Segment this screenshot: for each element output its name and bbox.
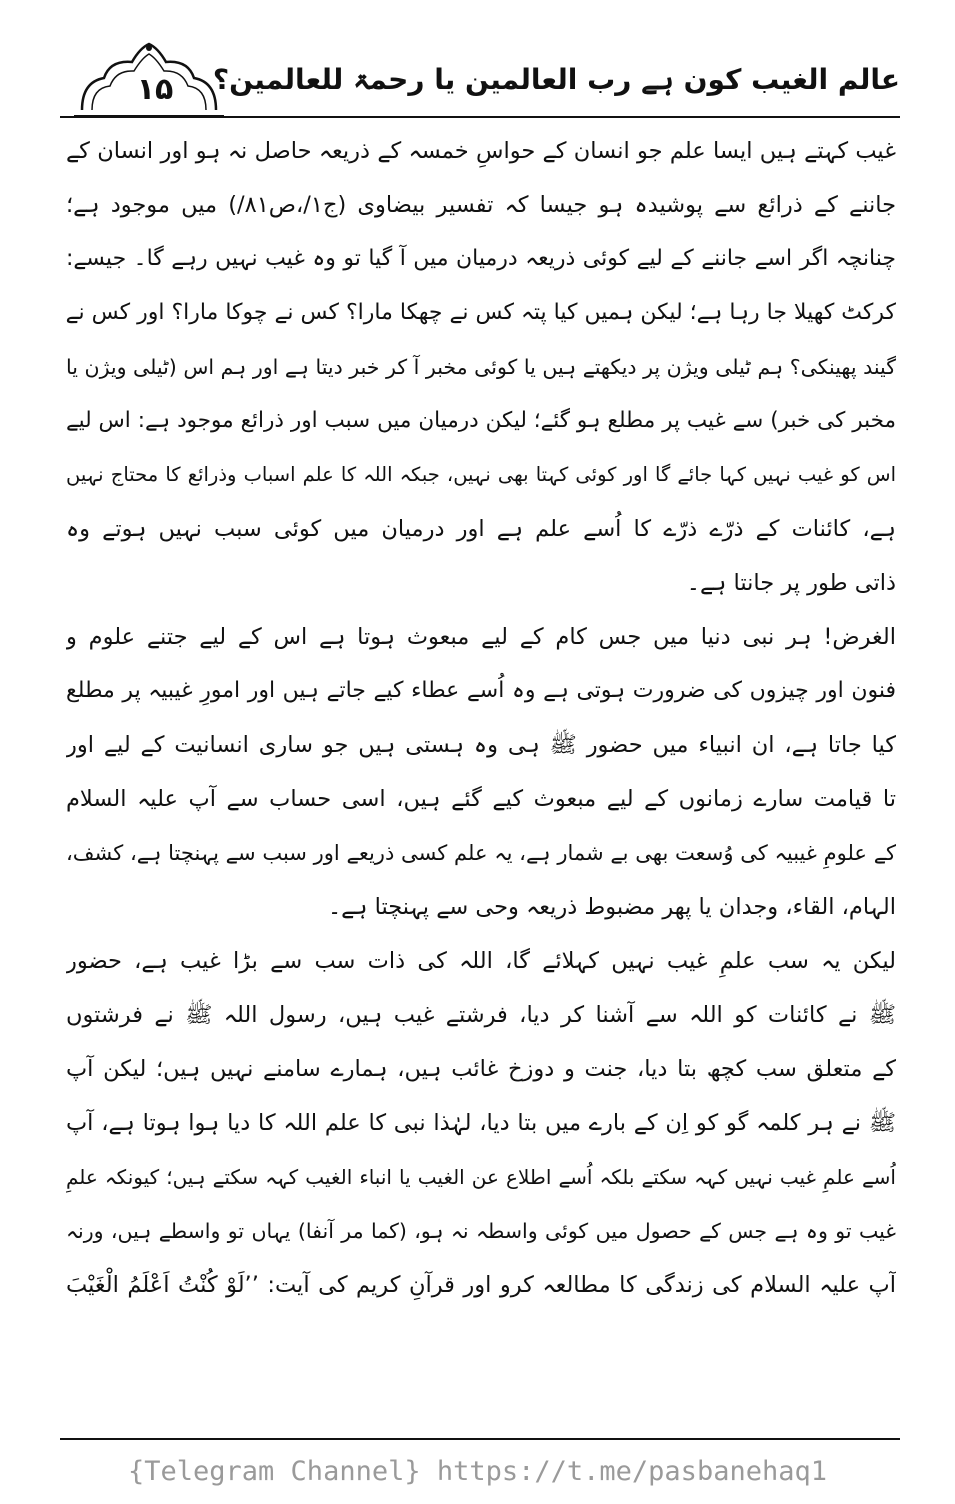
page-header: [60, 36, 900, 120]
text-line: ذاتی طور پر جانتا ہے۔: [686, 570, 896, 596]
text-line: لیکن یہ سب علمِ غیب نہیں کہلائے گا، اللہ کی ذات سب سے بڑا غیب ہے، حضور: [66, 948, 896, 974]
text-line: اُسے علمِ غیب نہیں کہہ سکتے بلکہ اُسے اطلاع عن الغیب یا انباء الغیب کہہ سکتے ہیں؛ کیونکہ علمِ: [66, 1165, 896, 1189]
text-line: تا قیامت سارے زمانوں کے لیے مبعوث کیے گئے ہیں، اسی حساب سے آپ علیہ السلام: [66, 786, 896, 812]
text-line: غیب کہتے ہیں ایسا علم جو انسان کے حواسِ خمسہ کے ذریعہ حاصل نہ ہو اور انسان کے: [66, 138, 896, 164]
text-line: الہام، القاء، وجدان یا پھر مضبوط ذریعہ وحی سے پہنچتا ہے۔: [327, 894, 896, 920]
text-line: کے متعلق سب کچھ بتا دیا، جنت و دوزخ غائب ہیں، ہمارے سامنے نہیں ہیں؛ لیکن آپ: [66, 1056, 896, 1082]
footer-divider: [60, 1438, 900, 1440]
page-number: ۱۵: [136, 72, 174, 107]
text-line: ﷺ نے کائنات کو اللہ سے آشنا کر دیا، فرشتے غیب ہیں، رسول اللہ ﷺ نے فرشتوں: [66, 1002, 896, 1028]
text-line: کیا جاتا ہے، ان انبیاء میں حضور ﷺ ہی وہ ہستی ہیں جو ساری انسانیت کے لیے اور: [66, 732, 896, 758]
text-line: کے علومِ غیبیہ کی وُسعت بھی بے شمار ہے، یہ علم کسی ذریعے اور سبب سے پہنچتا ہے، کشف،: [66, 841, 896, 865]
text-line: جاننے کے ذرائع سے پوشیدہ ہو جیسا کہ تفسیر بیضاوی (ج۱/،ص۸۱/) میں موجود ہے؛: [66, 192, 896, 218]
text-line: ہے، کائنات کے ذرّے ذرّے کا اُسے علم ہے اور درمیان میں کوئی سبب نہیں ہوتے وہ: [66, 516, 896, 542]
text-line: گیند پھینکی؟ ہم ٹیلی ویژن پر دیکھتے ہیں یا کوئی مخبر آ کر خبر دیتا ہے اور ہم اس (ٹیلی ویژن یا: [66, 355, 896, 379]
running-title: عالم الغیب کون ہے رب العالمین یا رحمۃ للعالمین؟: [212, 63, 900, 96]
text-line: اس کو غیب نہیں کہا جائے گا اور کوئی کہتا بھی نہیں، جبکہ اللہ کا علم اسباب وذرائع کا محتاج نہیں: [66, 463, 896, 486]
text-line: غیب تو وہ ہے جس کے حصول میں کوئی واسطہ نہ ہو، (کما مر آنفا) یہاں تو واسطے ہیں، ورنہ: [66, 1219, 896, 1243]
text-line: کرکٹ کھیلا جا رہا ہے؛ لیکن ہمیں کیا پتہ کس نے چھکا مارا؟ کس نے چوکا مارا؟ اور کس نے: [66, 300, 896, 325]
text-line: آپ علیہ السلام کی زندگی کا مطالعہ کرو اور قرآنِ کریم کی آیت: ’’لَوْ كُنْتُ اَعْلَمُ الْغَيْبَ: [66, 1272, 896, 1298]
body-text: [66, 124, 896, 1312]
telegram-watermark: {Telegram Channel} https://t.me/pasbanehaq1: [128, 1456, 827, 1487]
text-line: فنون اور چیزوں کی ضرورت ہوتی ہے وہ اُسے عطاء کیے جاتے ہیں اور امورِ غیبیہ پر مطلع: [66, 678, 896, 703]
text-line: چنانچہ اگر اسے جاننے کے لیے کوئی ذریعہ درمیان میں آ گیا تو وہ غیب نہیں رہے گا۔ جیسے:: [66, 246, 896, 271]
text-line: ﷺ نے ہر کلمہ گو کو اِن کے بارے میں بتا دیا، لہٰذا نبی کا علم اللہ کا دیا ہوا ہوتا ہے، آپ: [66, 1110, 896, 1136]
header-divider: [60, 116, 900, 118]
text-line: مخبر کی خبر) سے غیب پر مطلع ہو گئے؛ لیکن درمیان میں سبب اور ذرائع موجود ہے: اس لیے: [66, 408, 896, 433]
text-line: الغرض! ہر نبی دنیا میں جس کام کے لیے مبعوث ہوتا ہے اس کے لیے جتنے علوم و: [66, 624, 896, 650]
